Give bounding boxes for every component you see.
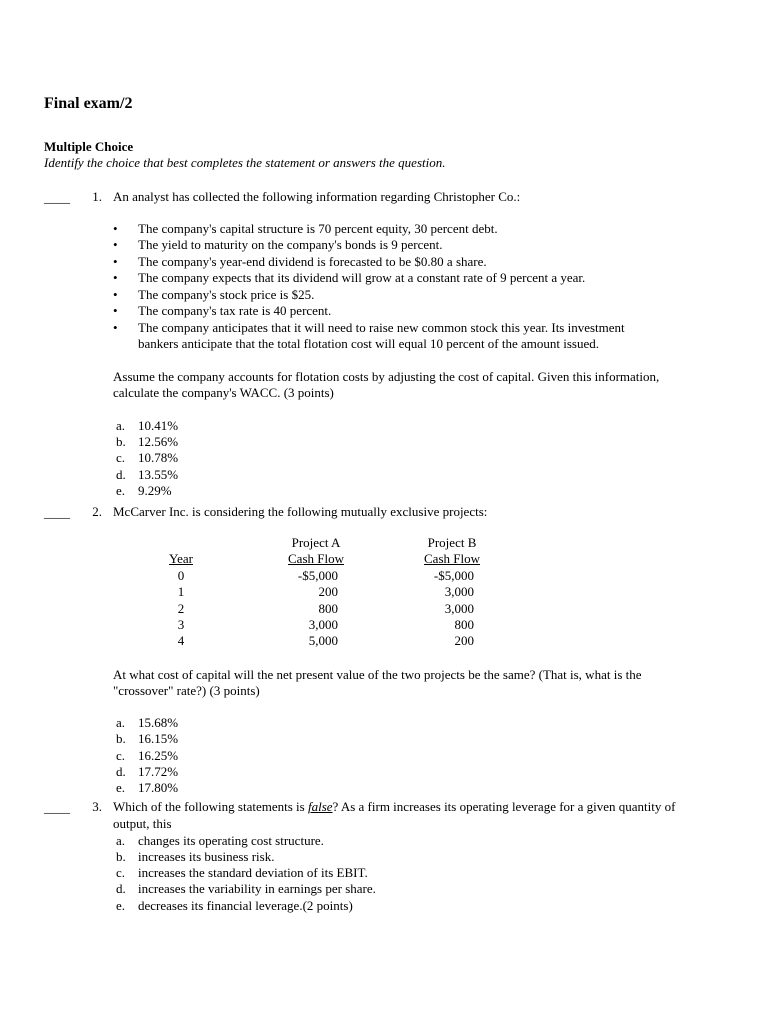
false-emphasis: false: [307, 799, 333, 814]
table-cell-b: 800: [454, 617, 474, 632]
option-letter: a.: [116, 418, 126, 433]
bullet-icon: •: [113, 237, 118, 252]
option-letter: a.: [116, 833, 126, 848]
bullet-icon: •: [113, 254, 118, 269]
table-cell-a: 3,000: [308, 617, 338, 632]
page-title: Final exam/2: [44, 95, 133, 112]
table-cell-year: 2: [177, 601, 185, 616]
table-cell-b: 3,000: [444, 584, 474, 599]
option-letter: c.: [116, 450, 126, 465]
bullet-icon: •: [113, 221, 118, 236]
bullet-icon: •: [113, 287, 118, 302]
question-ask-q1: Assume the company accounts for flotation costs by adjusting the cost of capital. Given this information,: [113, 369, 660, 384]
option-text: decreases its financial leverage.(2 points): [138, 898, 353, 913]
bullet-text: The company's stock price is $25.: [138, 287, 315, 302]
option-text: 9.29%: [138, 483, 172, 498]
bullet-text: The company's tax rate is 40 percent.: [138, 303, 332, 318]
table-cell-year: 4: [177, 633, 185, 648]
table-header-year: Year: [169, 551, 193, 566]
option-text: 17.80%: [138, 780, 179, 795]
answer-blank-q3[interactable]: ____: [44, 800, 70, 815]
table-cell-year: 3: [177, 617, 185, 632]
question-number-q2: 2.: [92, 504, 102, 519]
option-text: 13.55%: [138, 467, 179, 482]
option-text: 10.78%: [138, 450, 179, 465]
answer-blank-q1[interactable]: ____: [44, 190, 70, 205]
option-text: 16.15%: [138, 731, 179, 746]
table-cell-a: -$5,000: [297, 568, 338, 583]
table-cell-year: 0: [177, 568, 185, 583]
question-ask-q1: calculate the company's WACC. (3 points): [113, 385, 334, 400]
option-letter: e.: [116, 483, 126, 498]
question-number-q3: 3.: [92, 799, 102, 814]
option-text: 16.25%: [138, 748, 179, 763]
table-cell-b: -$5,000: [433, 568, 474, 583]
answer-blank-q2[interactable]: ____: [44, 505, 70, 520]
table-cell-a: 200: [318, 584, 338, 599]
bullet-text: The company's year-end dividend is forecasted to be $0.80 a share.: [138, 254, 487, 269]
section-heading: Multiple Choice: [44, 139, 134, 154]
bullet-text: The company expects that its dividend will grow at a constant rate of 9 percent a year.: [138, 270, 586, 285]
option-letter: c.: [116, 748, 126, 763]
option-letter: c.: [116, 865, 126, 880]
table-cell-a: 800: [318, 601, 338, 616]
option-text: 10.41%: [138, 418, 179, 433]
table-header-project-a: Project A: [291, 535, 341, 550]
bullet-text: The yield to maturity on the company's bonds is 9 percent.: [138, 237, 443, 252]
table-header-cash-flow-a: Cash Flow: [288, 551, 344, 566]
bullet-icon: •: [113, 270, 118, 285]
option-text: 17.72%: [138, 764, 179, 779]
bullet-text: The company's capital structure is 70 percent equity, 30 percent debt.: [138, 221, 498, 236]
instructions: Identify the choice that best completes the statement or answers the question.: [44, 155, 446, 170]
option-letter: b.: [116, 434, 126, 449]
question-stem-q2: McCarver Inc. is considering the following mutually exclusive projects:: [113, 504, 488, 519]
table-cell-b: 3,000: [444, 601, 474, 616]
table-cell-year: 1: [177, 584, 185, 599]
stem-part: ? As a firm increases its operating leverage for a given quantity of: [332, 799, 676, 814]
bullet-text: The company anticipates that it will need to raise new common stock this year. Its investment: [138, 320, 625, 335]
question-stem-q1: An analyst has collected the following information regarding Christopher Co.:: [113, 189, 521, 204]
table-cell-b: 200: [454, 633, 474, 648]
option-letter: d.: [116, 764, 126, 779]
option-letter: d.: [116, 467, 126, 482]
option-text: 12.56%: [138, 434, 179, 449]
option-text: increases the variability in earnings per share.: [138, 881, 376, 896]
stem-part: Which of the following statements is: [113, 799, 308, 814]
option-letter: e.: [116, 780, 126, 795]
option-letter: d.: [116, 881, 126, 896]
question-stem-q3: [113, 799, 675, 816]
table-header-cash-flow-b: Cash Flow: [424, 551, 480, 566]
table-cell-a: 5,000: [308, 633, 338, 648]
option-text: 15.68%: [138, 715, 179, 730]
bullet-icon: •: [113, 303, 118, 318]
option-letter: a.: [116, 715, 126, 730]
question-stem-q3-line2: output, this: [113, 816, 172, 831]
bullet-icon: •: [113, 320, 118, 335]
bullet-text: bankers anticipate that the total flotation cost will equal 10 percent of the amount issued.: [138, 336, 600, 351]
option-letter: e.: [116, 898, 126, 913]
question-ask-q2: At what cost of capital will the net present value of the two projects be the same? (That is, what is the: [113, 667, 642, 682]
question-number-q1: 1.: [92, 189, 102, 204]
option-letter: b.: [116, 731, 126, 746]
option-text: increases its business risk.: [138, 849, 275, 864]
option-text: changes its operating cost structure.: [138, 833, 324, 848]
table-header-project-b: Project B: [427, 535, 477, 550]
option-letter: b.: [116, 849, 126, 864]
question-ask-q2: "crossover" rate?) (3 points): [113, 683, 260, 698]
option-text: increases the standard deviation of its EBIT.: [138, 865, 368, 880]
